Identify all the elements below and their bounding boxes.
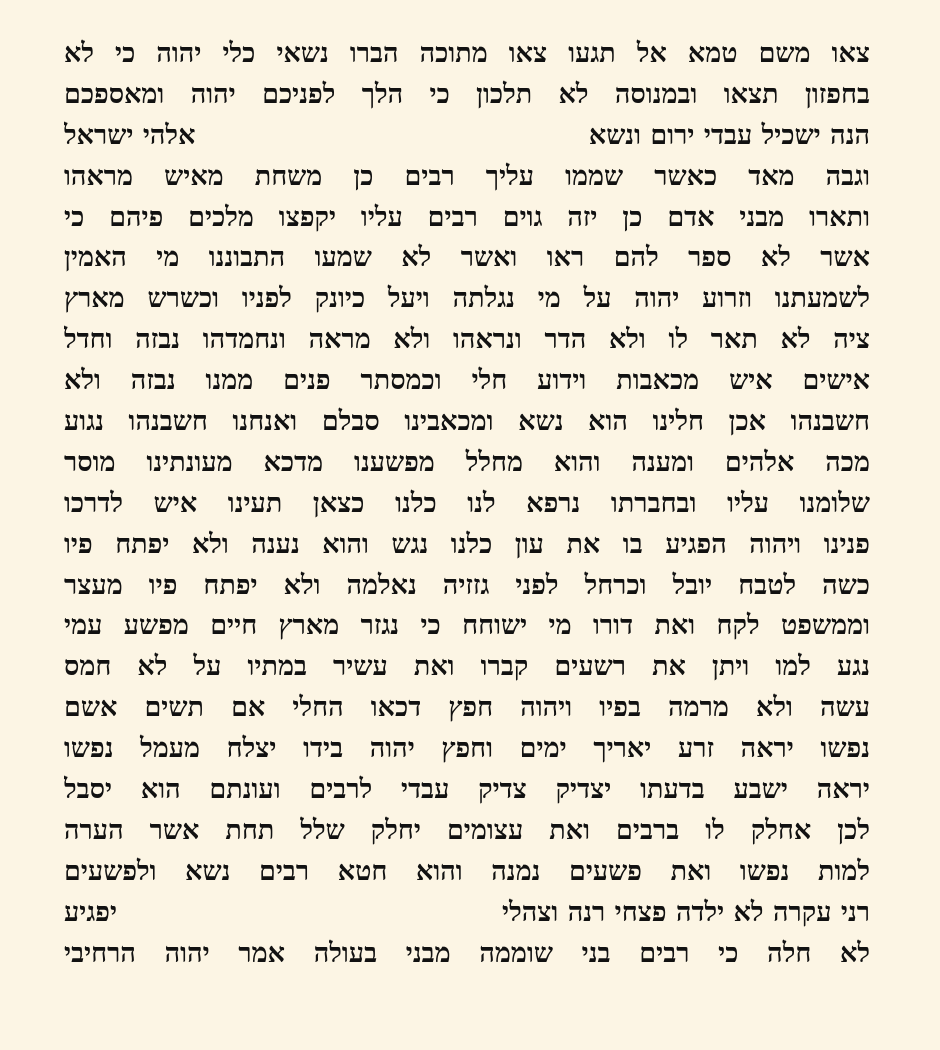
hebrew-text-column (64, 34, 870, 974)
text-line: אשר לא ספר להם ראו ואשר לא שמעו התבוננו מי האמין (64, 242, 870, 274)
text-line: שלומנו עליו ובחברתו נרפא לנו כלנו כצאן תעינו איש לדרכו (64, 487, 870, 519)
text-line: לכן אחלק לו ברבים ואת עצומים יחלק שלל תחת אשר הערה (64, 814, 870, 846)
text-line: חשבנהו אכן חלינו הוא נשא ומכאבינו סבלם ואנחנו חשבנהו נגוע (64, 406, 870, 438)
text-line: צאו משם טמא אל תגעו צאו מתוכה הברו נשאי כלי יהוה כי לא (64, 38, 870, 69)
line-start-segment: אלהי ישראל (64, 119, 196, 151)
text-line: וממשפט לקח ואת דורו מי ישוחח כי נגזר מארץ חיים מפשע עמי (64, 610, 870, 642)
text-line: עשה ולא מרמה בפיו ויהוה חפץ דכאו החלי אם תשים אשם (64, 692, 870, 724)
text-line: מכה אלהים ומענה והוא מחלל מפשענו מדכא מעונתינו מוסר (64, 446, 870, 478)
text-line: וגבה מאד כאשר שממו עליך רבים כן משחת מאיש מראהו (64, 160, 870, 192)
line-start-segment: יפגיע (64, 896, 118, 928)
text-line: לא חלה כי רבים בני שוממה מבני בעולה אמר יהוה הרחיבי (64, 937, 870, 969)
text-line: ציה לא תאר לו ולא הדר ונראהו ולא מראה ונחמדהו נבזה וחדל (64, 324, 870, 356)
text-line: כשה לטבח יובל וכרחל לפני גזזיה נאלמה ולא יפתח פיו מעצר (64, 569, 870, 601)
text-line: נפשו יראה זרע יאריך ימים וחפץ יהוה בידו יצלח מעמל נפשו (64, 733, 870, 765)
line-end-segment: רני עקרה לא ילדה פצחי רנה וצהלי (502, 896, 870, 928)
text-line: יראה ישבע בדעתו יצדיק צדיק עבדי לרבים ועונתם הוא יסבל (64, 774, 870, 806)
text-line: נגע למו ויתן את רשעים קברו ואת עשיר במתיו על לא חמס (64, 651, 870, 683)
line-end-segment: הנה ישכיל עבדי ירום ונשא (588, 119, 870, 151)
text-line: בחפזון תצאו ובמנוסה לא תלכון כי הלך לפניכם יהוה ומאספכם (64, 78, 870, 110)
text-line-with-section-break (64, 893, 870, 934)
text-line: ותארו מבני אדם כן יזה גוים רבים עליו יקפצו מלכים פיהם כי (64, 201, 870, 233)
text-line: למות נפשו ואת פשעים נמנה והוא חטא רבים נשא ולפשעים (64, 855, 870, 887)
text-line: פנינו ויהוה הפגיע בו את עון כלנו נגש והוא נענה ולא יפתח פיו (64, 528, 870, 560)
text-line: אישים איש מכאבות וידוע חלי וכמסתר פנים ממנו נבזה ולא (64, 365, 870, 397)
text-line: לשמעתנו וזרוע יהוה על מי נגלתה ויעל כיונק לפניו וכשרש מארץ (64, 283, 870, 315)
text-line-with-section-break (64, 116, 870, 157)
